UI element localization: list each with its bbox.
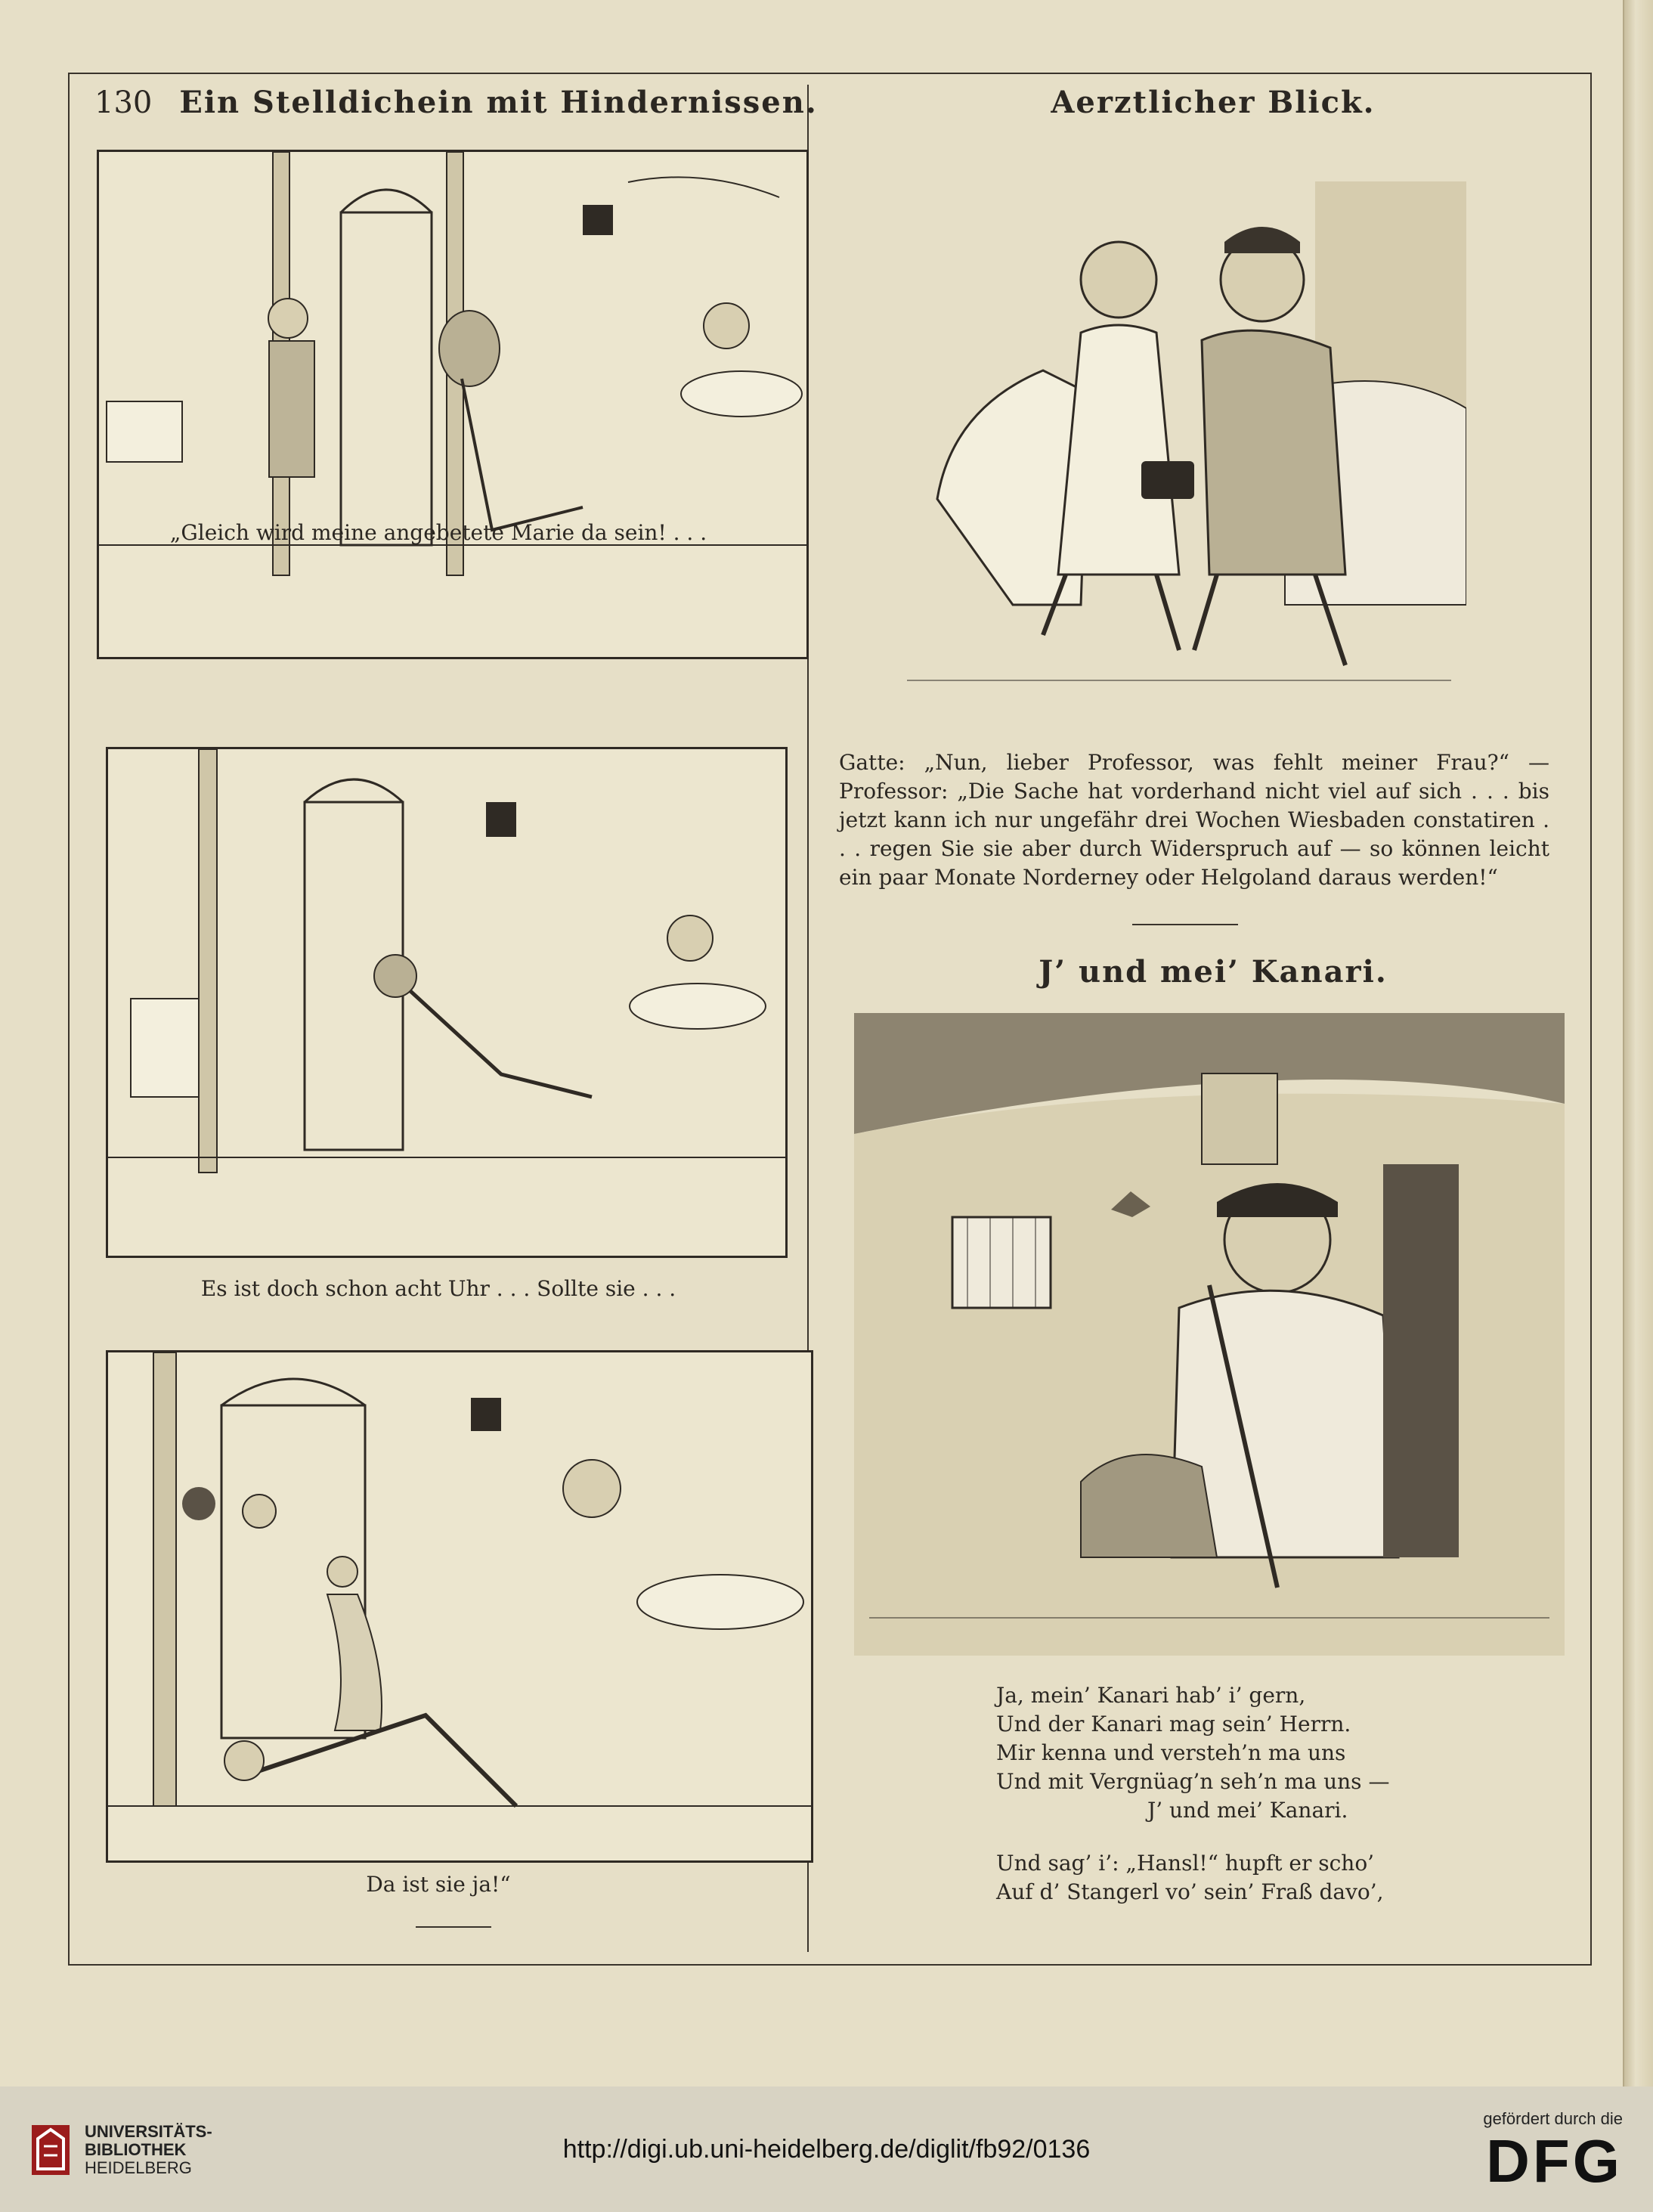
caption-1: „Gleich wird meine angebetete Marie da sein! . . . [169, 520, 707, 545]
panel-2-illustration [108, 749, 785, 1256]
library-name-line2: BIBLIOTHEK [85, 2140, 187, 2159]
viewer-footer [0, 2087, 1653, 2212]
library-name-line1: UNIVERSITÄTS- [85, 2122, 212, 2141]
page-number: 130 [94, 85, 153, 120]
library-name-line3: HEIDELBERG [85, 2158, 192, 2177]
comic-end-rule [416, 1926, 491, 1928]
stanza-gap [996, 1825, 1525, 1849]
caption-3: Da ist sie ja!“ [366, 1872, 511, 1897]
article-end-rule [1132, 924, 1238, 925]
dfg-logo[interactable] [1483, 2109, 1623, 2194]
poem-line: Und mit Vergnüag’n seh’n ma uns — [996, 1769, 1390, 1794]
comic-panel-3 [106, 1350, 813, 1863]
panel-3-illustration [108, 1352, 811, 1860]
doctor-illustration [892, 181, 1466, 711]
comic-title: Ein Stelldichein mit Hindernissen. [179, 85, 818, 120]
dialogue-text: Gatte: „Nun, lieber Professor, was fehlt meiner Frau?“ — Professor: „Die Sache hat vorderhand nicht viel auf sich . . . bis jetzt kann ich nur ungefähr drei Wochen Wiesbaden constatiren . . . regen Sie sie aber durch Widerspruch auf — so können leicht ein paar Monate Norderney oder Helgoland daraus werden!“ [839, 750, 1549, 890]
poem-line: Und der Kanari mag sein’ Herrn. [996, 1712, 1351, 1736]
dialogue-paragraph [839, 748, 1549, 892]
comic-panel-2 [106, 747, 788, 1258]
article-title: Aerztlicher Blick. [1051, 85, 1376, 120]
doctor-scene [892, 181, 1466, 711]
poem-line: Und sag’ i’: „Hansl!“ hupft er scho’ [996, 1851, 1375, 1876]
permalink-url[interactable]: http://digi.ub.uni-heidelberg.de/diglit/fb92/0136 [562, 2135, 1091, 2164]
canary-scene [854, 1013, 1565, 1656]
caption-2: Es ist doch schon acht Uhr . . . Sollte sie . . . [200, 1276, 676, 1301]
canary-illustration [854, 1013, 1565, 1656]
poem-line: Ja, mein’ Kanari hab’ i’ gern, [996, 1683, 1306, 1708]
poem-line: Mir kenna und versteh’n ma uns [996, 1740, 1346, 1765]
poem-refrain: J’ und mei’ Kanari. [1147, 1798, 1348, 1823]
poem-title: J’ und mei’ Kanari. [1039, 954, 1388, 990]
dfg-wordmark: DFG [1486, 2127, 1623, 2195]
left-header [94, 85, 818, 130]
page-edge [1623, 0, 1653, 2087]
panel-1-illustration [99, 152, 806, 657]
poem-line: Auf d’ Stangerl vo’ sein’ Fraß davo’, [996, 1879, 1384, 1904]
funded-by-label: gefördert durch die [1483, 2109, 1623, 2128]
comic-panel-1 [97, 150, 809, 659]
poem [996, 1681, 1525, 1907]
